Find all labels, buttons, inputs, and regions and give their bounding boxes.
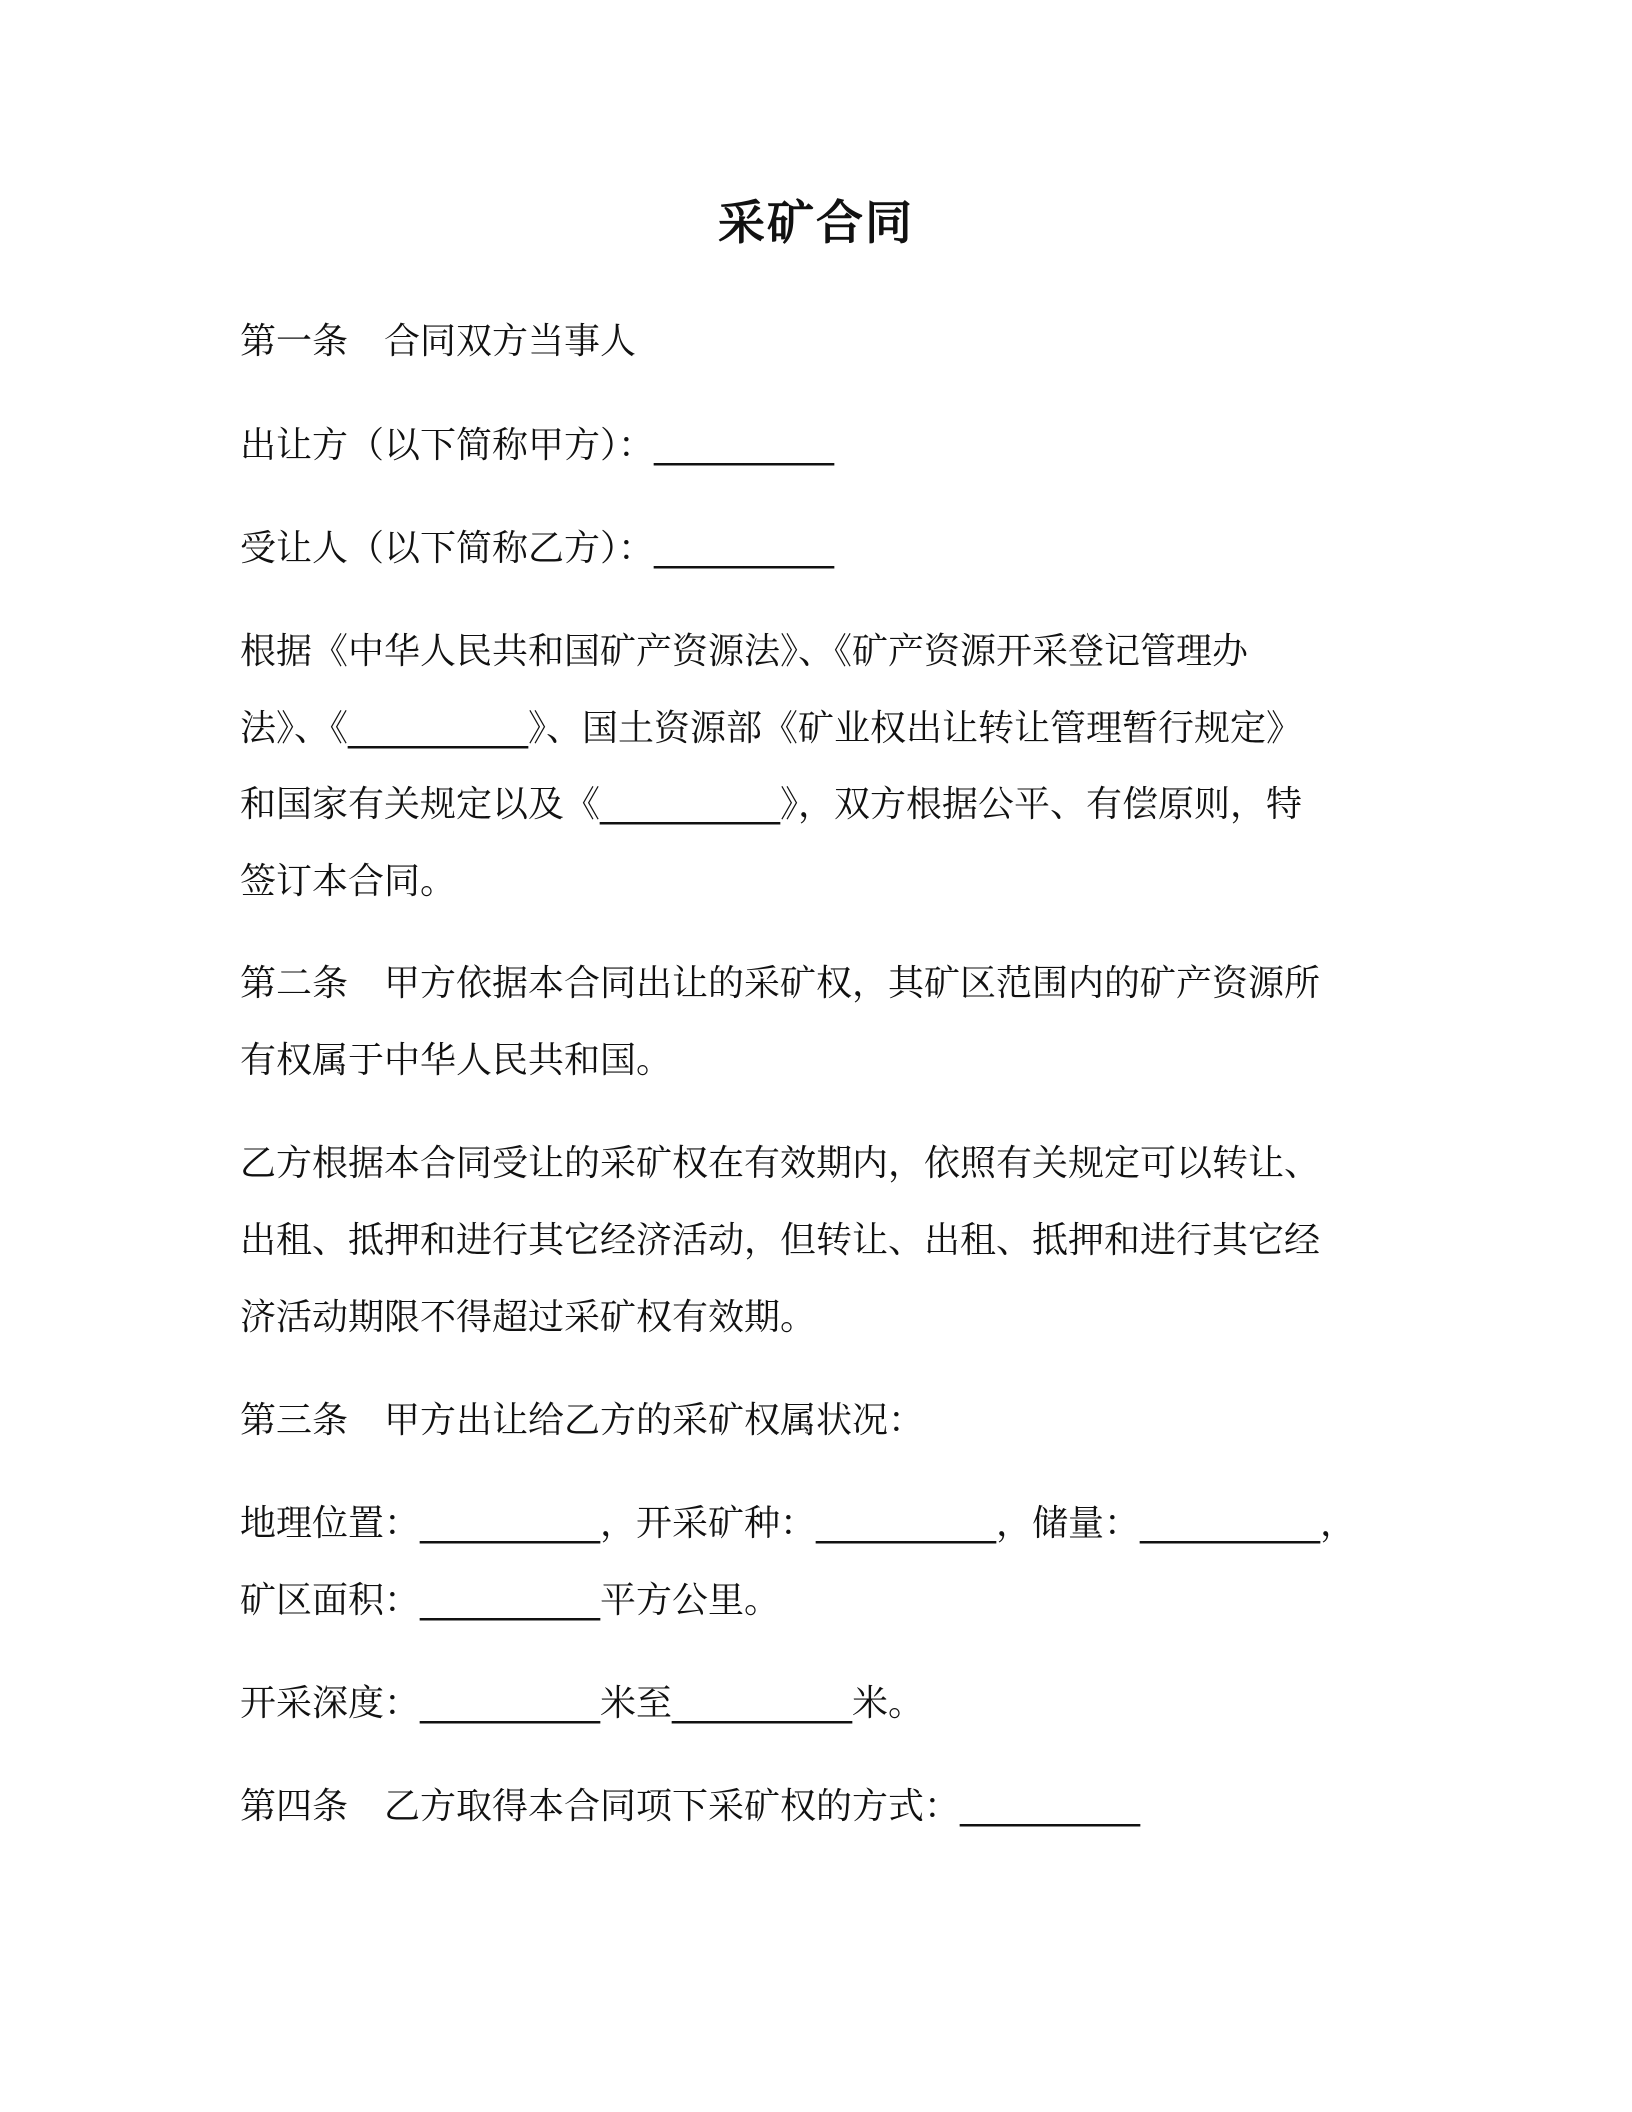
depth-line: 开采深度：__________米至__________米。	[240, 1683, 925, 1724]
location-line-2: 矿区面积：__________平方公里。	[240, 1580, 781, 1621]
preamble-line-3: 和国家有关规定以及《__________》，双方根据公平、有偿原则，特	[240, 784, 1303, 825]
article-3-heading: 第三条 甲方出让给乙方的采矿权属状况：	[240, 1400, 925, 1441]
party-a-line: 出让方（以下简称甲方）：__________	[240, 425, 835, 466]
preamble-line-1: 根据《中华人民共和国矿产资源法》、《矿产资源开采登记管理办	[240, 631, 1249, 672]
transfer-para-line-1: 乙方根据本合同受让的采矿权在有效期内，依照有关规定可以转让、	[240, 1143, 1321, 1184]
article-2-line-2: 有权属于中华人民共和国。	[240, 1040, 673, 1081]
party-b-line: 受让人（以下简称乙方）：__________	[240, 528, 835, 569]
preamble-line-4: 签订本合同。	[240, 861, 457, 902]
article-2-line-1: 第二条 甲方依据本合同出让的采矿权，其矿区范围内的矿产资源所	[240, 963, 1321, 1004]
transfer-para-line-3: 济活动期限不得超过采矿权有效期。	[240, 1297, 817, 1338]
preamble-line-2: 法》、《__________》、国土资源部《矿业权出让转让管理暂行规定》	[240, 708, 1303, 749]
article-4-line: 第四条 乙方取得本合同项下采矿权的方式：__________	[240, 1786, 1141, 1827]
transfer-para-line-2: 出租、抵押和进行其它经济活动，但转让、出租、抵押和进行其它经	[240, 1220, 1321, 1261]
location-line-1: 地理位置：__________，开采矿种：__________，储量：__________，	[240, 1503, 1357, 1544]
document-title: 采矿合同	[718, 196, 914, 251]
article-1-heading: 第一条 合同双方当事人	[240, 321, 637, 362]
